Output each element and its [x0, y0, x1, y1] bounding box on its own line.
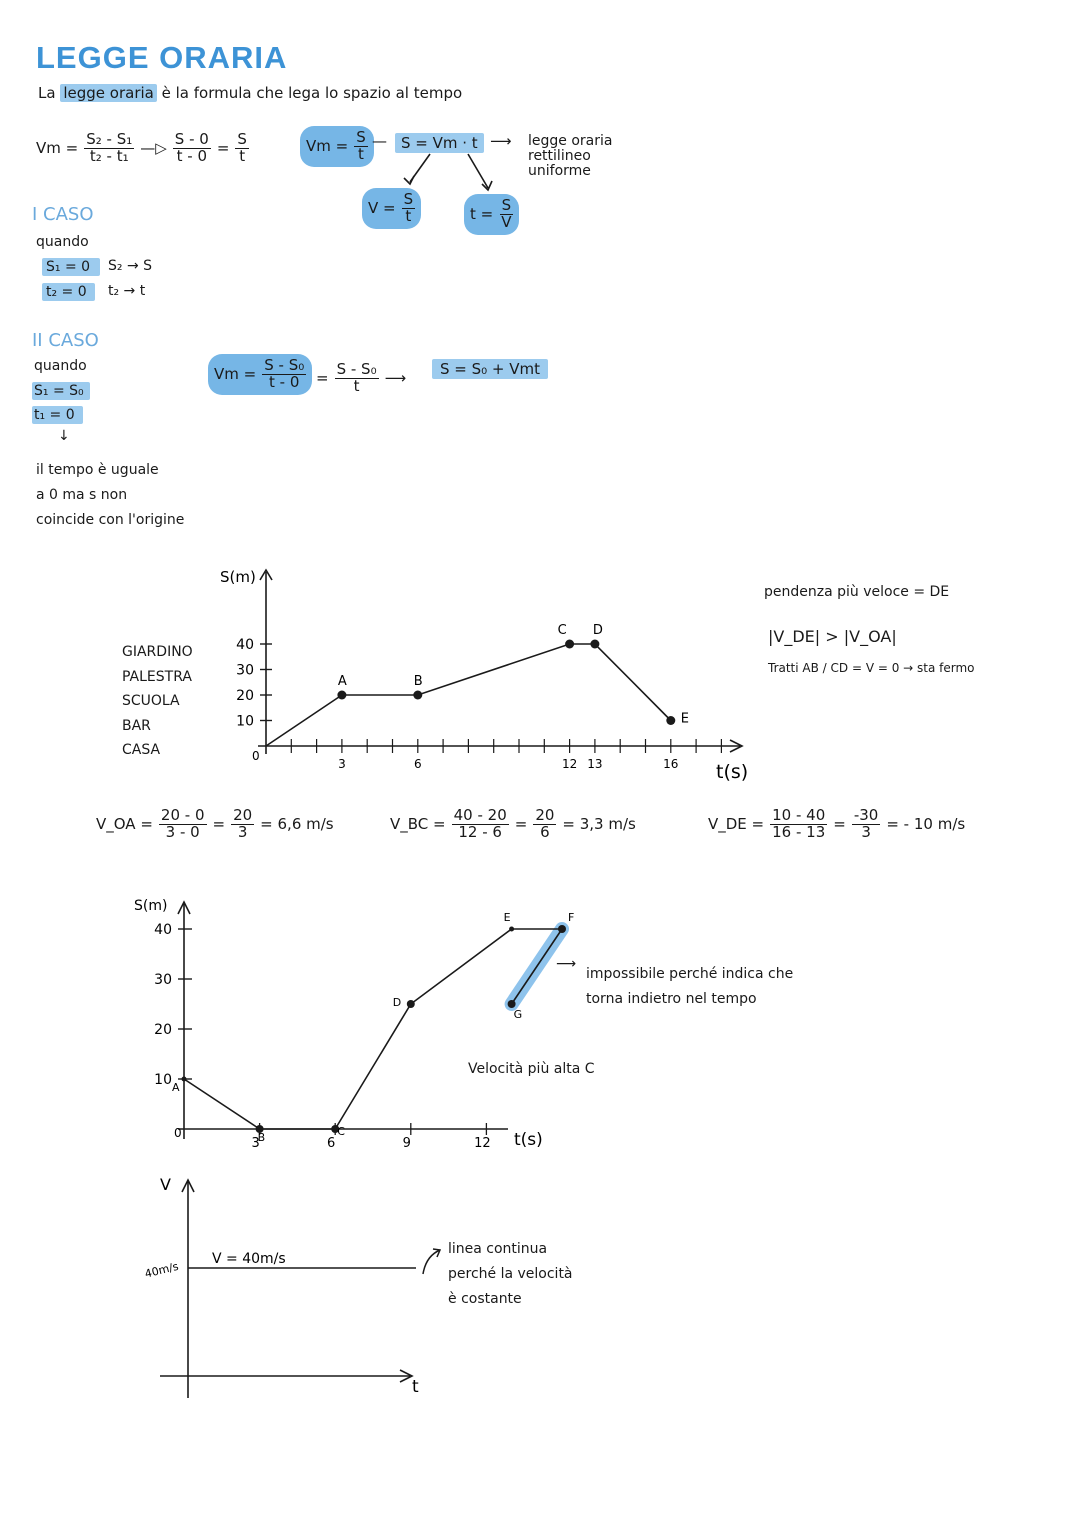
denominator: t - 0	[176, 146, 207, 165]
place-giardino: GIARDINO	[122, 644, 193, 660]
x-tick-label: 12	[561, 757, 578, 771]
case2-cond1: S₁ = S₀	[32, 382, 90, 400]
y-tick-label: 40	[154, 922, 172, 938]
point-label: D	[592, 623, 603, 638]
vm-numerator: S₂ - S₁	[86, 130, 133, 148]
graph2-velocity-note: Velocità più alta C	[468, 1061, 595, 1077]
case1-cond1: S₁ = 0	[42, 258, 100, 276]
numerator: 20 - 0	[160, 806, 205, 824]
numerator: 20	[233, 806, 253, 824]
series-line	[184, 929, 562, 1129]
y-tick-label: 10	[236, 713, 254, 730]
y-axis-label: V	[160, 1175, 171, 1194]
arrow-right: ⟶	[556, 956, 577, 972]
note-line: torna indietro nel tempo	[586, 991, 757, 1007]
numerator: S	[356, 128, 366, 146]
note-line: il tempo è uguale	[36, 462, 159, 478]
vm-label: Vm =	[214, 365, 257, 384]
intro-sentence	[38, 84, 462, 102]
voa-fraction-simplified	[231, 808, 254, 841]
intro-after: è la formula che lega lo spazio al tempo	[161, 84, 463, 102]
equals-sign: =	[833, 815, 846, 834]
x-tick-label: 6	[413, 757, 422, 771]
y-tick-label: 40	[236, 637, 254, 653]
point-label: D	[392, 996, 402, 1009]
fraction-s-s0-t	[335, 362, 379, 395]
fraction-s-t	[354, 130, 368, 163]
y-tick-label: 20	[236, 688, 254, 704]
vm-denominator: t₂ - t₁	[89, 146, 129, 165]
point-label: G	[513, 1008, 523, 1021]
denominator: 12 - 6	[458, 822, 502, 841]
fraction-s0-t0	[173, 132, 211, 165]
page-title: LEGGE ORARIA	[36, 40, 288, 75]
arrow-right: —▷	[140, 139, 167, 158]
place-palestra: PALESTRA	[122, 668, 192, 685]
vbc-fraction	[452, 808, 509, 841]
case1-cond2: t₂ = 0	[42, 283, 95, 301]
data-point-b	[413, 691, 422, 700]
denominator: V	[501, 212, 512, 231]
case2-note	[36, 458, 184, 533]
equals-sign: =	[216, 139, 230, 158]
y-tick-label: 10	[154, 1072, 172, 1088]
note-line: coincide con l'origine	[36, 512, 185, 528]
line-label: V = 40m/s	[212, 1251, 286, 1267]
note-line: legge oraria	[528, 133, 613, 149]
x-tick-label: 9	[402, 1136, 411, 1151]
y-axis-label: S(m)	[134, 898, 168, 914]
note-line: rettilineo	[528, 148, 591, 164]
graph1-note-1: pendenza più veloce = DE	[764, 584, 950, 600]
equals-sign: =	[212, 815, 226, 834]
note-line: uniforme	[528, 163, 591, 179]
data-point-f	[558, 925, 566, 933]
vde-fraction-simplified	[852, 808, 881, 841]
vm-label: Vm =	[306, 137, 349, 156]
vm-label: Vm =	[36, 139, 79, 158]
y-tick-label: 40m/s	[143, 1259, 180, 1281]
x-tick-label: 12	[474, 1136, 491, 1151]
equals-sign: =	[514, 815, 528, 834]
note-line: perché la velocità	[448, 1266, 573, 1282]
vde-fraction	[770, 808, 827, 841]
numerator: 20	[535, 806, 555, 824]
case1-cond2b: t₂ → t	[108, 283, 146, 299]
denominator: 16 - 13	[772, 822, 826, 841]
data-point-e	[666, 716, 675, 725]
case1-heading: I CASO	[32, 204, 94, 225]
point-label: F	[568, 911, 575, 924]
s-equals-vm-t: S = Vm · t	[395, 133, 484, 153]
fraction-s-t	[402, 192, 416, 225]
numerator: S - 0	[174, 130, 209, 148]
point-label: C	[557, 623, 567, 638]
case1-when: quando	[36, 234, 89, 250]
curved-arrow-icon	[420, 1246, 450, 1278]
place-casa: CASA	[122, 742, 161, 758]
vm-fraction	[84, 132, 134, 165]
vbc-label: V_BC =	[390, 815, 446, 834]
numerator: S	[237, 130, 247, 148]
denominator: 3	[861, 822, 871, 841]
numerator: -30	[853, 806, 879, 824]
numerator: S	[403, 190, 414, 208]
voa-result: = 6,6 m/s	[260, 815, 334, 834]
fraction-s-t	[235, 132, 249, 165]
graph1-note-3: Tratti AB / CD = V = 0 → sta fermo	[768, 661, 975, 675]
data-point-d	[407, 1000, 415, 1008]
note-line: linea continua	[448, 1241, 548, 1257]
chart-position-time-1	[0, 550, 800, 790]
x-axis-label: t(s)	[514, 1130, 543, 1150]
intro-before: La	[38, 84, 56, 102]
vde-calc	[708, 808, 965, 841]
numerator: 40 - 20	[453, 806, 507, 824]
down-arrow-icon: ↓	[58, 428, 70, 444]
impossible-segment	[512, 929, 562, 1004]
x-tick-label: 13	[587, 757, 603, 771]
point-label: B	[413, 674, 423, 689]
case1-cond1b: S₂ → S	[108, 258, 153, 274]
origin-label: 0	[252, 749, 260, 763]
vbc-result: = 3,3 m/s	[562, 815, 636, 834]
voa-calc	[96, 808, 334, 841]
legge-oraria-note	[528, 134, 612, 179]
denominator: t	[353, 376, 360, 395]
voa-fraction	[159, 808, 207, 841]
data-point-e	[509, 927, 514, 932]
graph2-impossible-note	[586, 962, 793, 1012]
data-point-a	[182, 1077, 187, 1082]
denominator: t	[239, 146, 246, 165]
data-point-a	[337, 691, 346, 700]
case2-heading: II CASO	[32, 330, 99, 351]
arrow-right: ⟶	[490, 132, 512, 150]
y-axis-label: S(m)	[220, 568, 256, 586]
point-label: E	[680, 711, 690, 727]
vde-result: = - 10 m/s	[886, 815, 966, 834]
origin-label: 0	[174, 1126, 182, 1140]
point-label: B	[257, 1131, 266, 1144]
note-line: a 0 ma s non	[36, 487, 128, 503]
note-line: impossibile perché indica che	[586, 966, 794, 982]
intro-highlight: legge oraria	[60, 84, 157, 102]
y-tick-label: 20	[154, 1022, 172, 1038]
x-tick-label: 3	[251, 1136, 260, 1151]
numerator: 10 - 40	[772, 806, 826, 824]
t-label: t =	[470, 205, 494, 224]
denominator: t	[358, 144, 364, 163]
vm-formula-chain	[36, 132, 249, 165]
case2-cond2: t₁ = 0	[32, 406, 83, 424]
numerator: S - S₀	[264, 356, 305, 374]
place-scuola: SCUOLA	[122, 693, 180, 709]
note-line: è costante	[448, 1291, 522, 1307]
x-axis-label: t	[412, 1377, 419, 1397]
fraction-s-v	[499, 198, 513, 231]
v-formula-blob	[362, 188, 421, 229]
x-axis-label: t(s)	[716, 761, 749, 783]
denominator: 3	[237, 822, 248, 841]
denominator: 6	[540, 822, 550, 841]
point-label: C	[337, 1125, 345, 1138]
point-label: E	[503, 911, 511, 924]
case2-rhs	[316, 362, 406, 395]
denominator: 3 - 0	[165, 822, 200, 841]
x-tick-label: 6	[327, 1136, 336, 1151]
chart-position-time-2	[0, 880, 600, 1160]
y-tick-label: 30	[236, 662, 254, 679]
v-label: V =	[368, 199, 396, 218]
vm-highlight-blob	[300, 126, 374, 167]
case2-vm-blob	[208, 354, 312, 395]
numerator: S - S₀	[336, 360, 377, 378]
data-point-g	[508, 1000, 516, 1008]
voa-label: V_OA =	[96, 815, 153, 834]
x-tick-label: 3	[338, 757, 346, 771]
graph1-note-2: |V_DE| > |V_OA|	[768, 627, 897, 646]
place-bar: BAR	[122, 717, 151, 734]
data-point-c	[565, 640, 574, 649]
t-formula-blob	[464, 194, 519, 235]
vbc-fraction-simplified	[533, 808, 556, 841]
point-label: A	[337, 674, 347, 689]
fraction-s-s0	[262, 358, 306, 391]
point-label: A	[172, 1081, 180, 1094]
dash-link: —	[372, 132, 387, 150]
y-tick-label: 30	[154, 972, 172, 988]
arrow-right: ⟶	[384, 369, 407, 388]
vbc-calc	[390, 808, 636, 841]
denominator: t - 0	[269, 372, 300, 391]
data-point-d	[590, 640, 599, 649]
numerator: S	[501, 196, 512, 214]
x-tick-label: 16	[663, 757, 679, 771]
chart-velocity-time	[120, 1168, 440, 1408]
series-line	[266, 644, 671, 746]
graph3-note	[448, 1237, 573, 1312]
case2-result: S = S₀ + Vmt	[432, 359, 548, 379]
denominator: t	[405, 206, 412, 225]
equals-sign: =	[316, 369, 329, 388]
vde-label: V_DE =	[708, 815, 765, 834]
case2-when: quando	[34, 358, 87, 374]
